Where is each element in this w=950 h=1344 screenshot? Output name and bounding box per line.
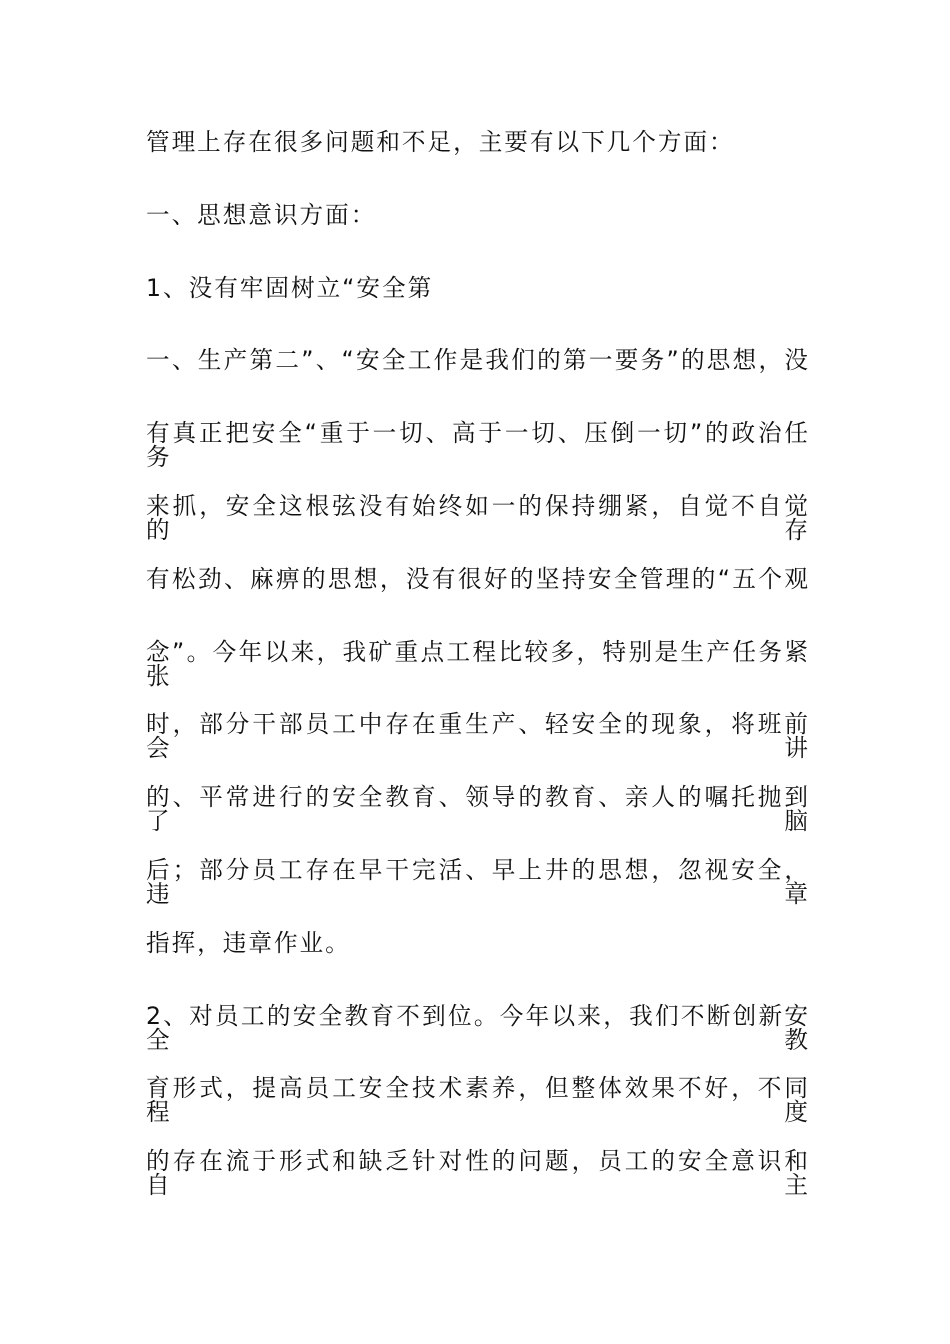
document-body [146,130,810,1222]
text-line: 管理上存在很多问题和不足，主要有以下几个方面： [146,128,735,156]
text-line: 后；部分员工存在早干完活、早上井的思想，忽视安全，违章 [146,855,810,908]
text-line: 念”。今年以来，我矿重点工程比较多，特别是生产任务紧张 [146,637,810,690]
section-heading: 一、思想意识方面： [146,200,377,229]
text-line: 时，部分干部员工中存在重生产、轻安全的现象，将班前会讲 [146,710,810,763]
text-line: 一、生产第二”、“安全工作是我们的第一要务”的思想，没 [146,346,810,375]
text-line: 的存在流于形式和缺乏针对性的问题，员工的安全意识和自主 [146,1147,810,1200]
text-line: 育形式，提高员工安全技术素养，但整体效果不好，不同程度 [146,1074,810,1127]
text-line: 指挥，违章作业。 [146,928,351,957]
text-line: 2、对员工的安全教育不到位。今年以来，我们不断创新安全教 [146,1001,810,1054]
text-line: 的、平常进行的安全教育、领导的教育、亲人的嘱托抛到了脑 [146,783,810,836]
text-line: 有松劲、麻痹的思想，没有很好的坚持安全管理的“五个观 [146,564,810,593]
text-line: 1、没有牢固树立“安全第 [146,273,434,302]
text-line: 来抓，安全这根弦没有始终如一的保持绷紧，自觉不自觉的存 [146,491,810,544]
text-line: 有真正把安全“重于一切、高于一切、压倒一切”的政治任务 [146,419,810,472]
